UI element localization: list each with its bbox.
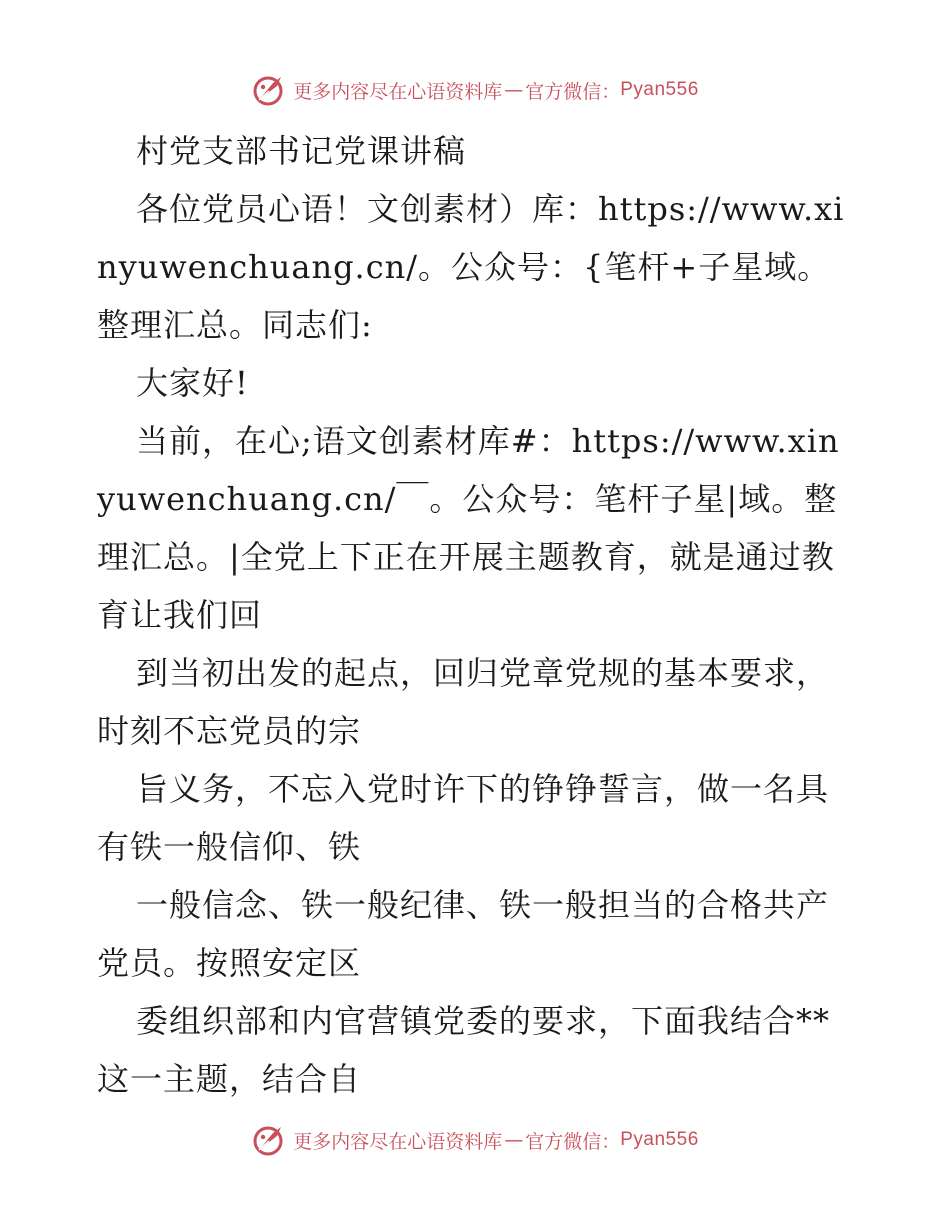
banner-text: 更多内容尽在心语资料库	[293, 1130, 503, 1153]
banner-wechat-id: Pyan556	[620, 79, 699, 100]
header-watermark-banner	[0, 70, 950, 110]
doc-paragraph: 到当初出发的起点，回归党章党规的基本要求，时刻不忘党员的宗	[97, 654, 830, 750]
doc-paragraph: 委组织部和内官营镇党委的要求，下面我结合**这一主题，结合自	[97, 1002, 831, 1098]
doc-paragraph: 各位党员心语！文创素材）库：https://www.xinyuwenchuang.cn/。公众号：{笔杆+子星域。整理汇总。同志们:	[97, 190, 845, 344]
feather-pen-logo-icon	[251, 1123, 287, 1157]
banner-separator: —	[504, 79, 524, 101]
doc-title: 村党支部书记党课讲稿	[136, 132, 467, 170]
doc-paragraph: 当前，在心;语文创素材库#：https://www.xinyuwenchuang.cn/￣。公众号：笔杆子星|域。整理汇总。|全党上下正在开展主题教育，就是通过教育让我们回	[97, 422, 840, 634]
document-body	[97, 122, 857, 1108]
doc-paragraph: 大家好!	[136, 364, 249, 402]
banner-text: 更多内容尽在心语资料库	[293, 80, 503, 103]
banner-wechat-label: 官方微信：	[525, 80, 621, 103]
feather-pen-logo-icon	[251, 73, 287, 107]
doc-paragraph: 一般信念、铁一般纪律、铁一般担当的合格共产党员。按照安定区	[97, 886, 830, 982]
banner-separator: —	[504, 1129, 524, 1151]
banner-wechat-id: Pyan556	[620, 1129, 699, 1150]
doc-paragraph: 旨义务，不忘入党时许下的铮铮誓言，做一名具有铁一般信仰、铁	[97, 770, 830, 866]
banner-wechat-label: 官方微信：	[525, 1130, 621, 1153]
footer-watermark-banner	[0, 1120, 950, 1160]
